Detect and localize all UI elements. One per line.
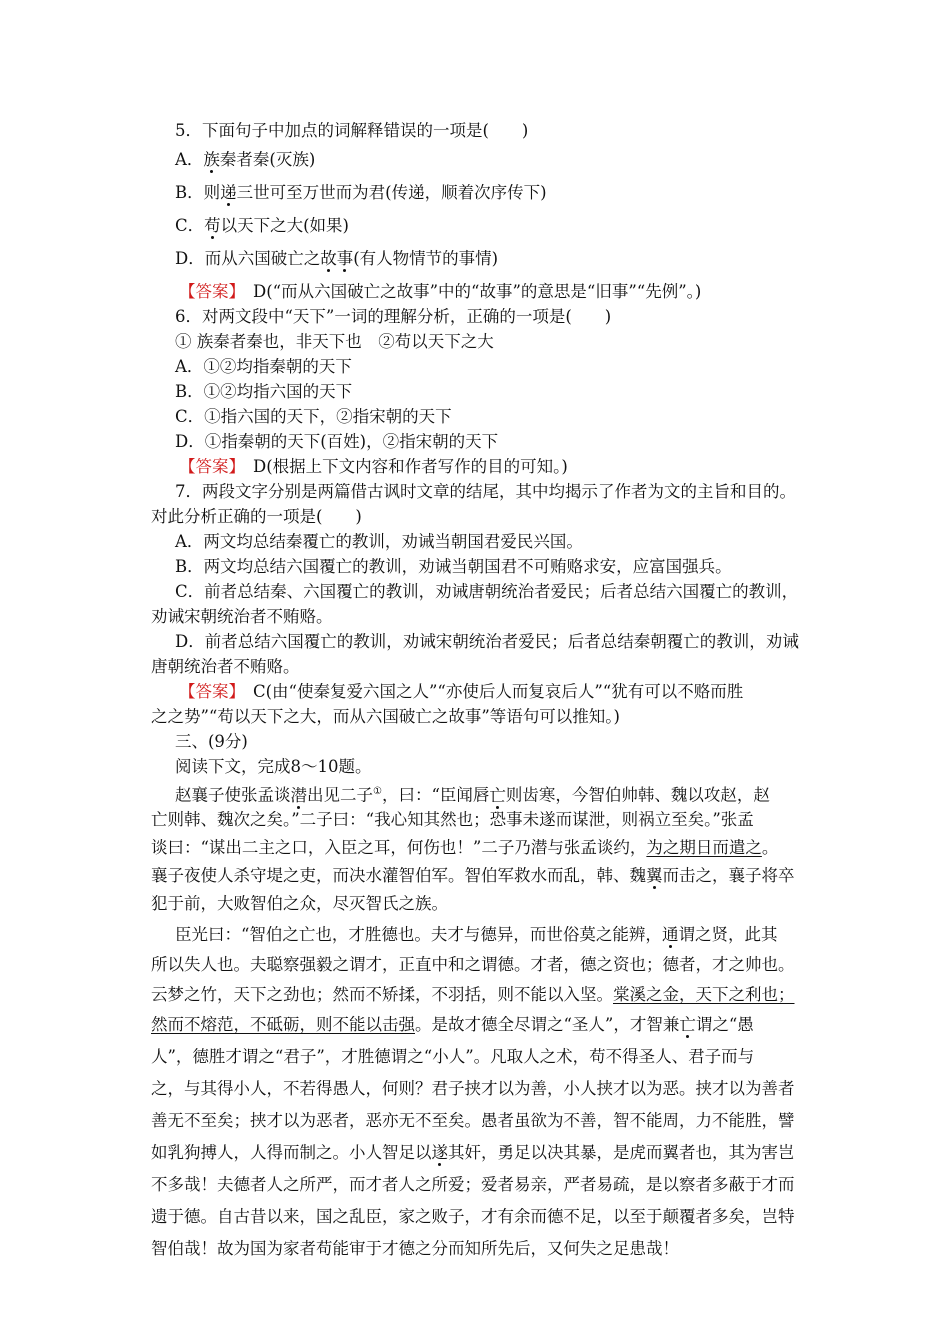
passage-line: 谈曰：“谋出二主之口，入臣之耳，何伤也！”二子乃潜与张孟谈约，为之期日而遣之。	[151, 838, 779, 857]
answer-label: 【答案】	[179, 682, 245, 701]
answer-text: C(由“使秦复爱六国之人”“亦使后人而复哀后人”“犹有可以不赂而胜	[253, 682, 744, 701]
q7-option-c-cont: 劝诫宋朝统治者不贿赂。	[151, 607, 333, 626]
passage-line: 然而不熔范，不砥砺，则不能以击强。是故才德全尽谓之“圣人”，才智兼亡谓之“愚	[151, 1015, 754, 1034]
q7-answer	[175, 679, 805, 704]
q5-option-a: A．族秦者秦(灭族)	[175, 150, 316, 169]
q7-option-d-cont: 唐朝统治者不贿赂。	[151, 657, 300, 676]
passage-line: 遗于德。自古昔以来，国之乱臣，家之败子，才有余而德不足，以至于颠覆者多矣，岂特	[151, 1207, 795, 1226]
exam-content	[151, 118, 805, 1261]
passage-line: 智伯哉！故为国为家者苟能审于才德之分而知所先后，又何失之足患哉！	[151, 1239, 679, 1258]
passage-line: 臣光曰：“智伯之亡也，才胜德也。夫才与德异，而世俗莫之能辨，通谓之贤，此其	[175, 925, 778, 944]
underlined-sentence: 棠溪之金，天下之利也；	[613, 985, 795, 1004]
emphasis-dot-char: 亡	[489, 785, 506, 805]
emphasis-dot-char: 潜	[290, 785, 307, 805]
passage-line: 亡则韩、魏次之矣。”二子曰：“我心知其然也；恐事未遂而谋泄，则祸立至矣。”张孟	[151, 810, 754, 829]
q7-stem-cont: 对此分析正确的一项是( )	[151, 507, 362, 526]
section-instruction: 阅读下文，完成8～10题。	[175, 757, 372, 776]
answer-label: 【答案】	[179, 282, 245, 301]
underlined-sentence: 为之期日而遣之	[646, 838, 762, 857]
answer-text: D(“而从六国破亡之故事”中的“故事”的意思是“旧事”“先例”。)	[253, 282, 702, 301]
q6-stem: 6．对两文段中“天下”一词的理解分析，正确的一项是( )	[175, 307, 612, 326]
q7-option-b: B．两文均总结六国覆亡的教训，劝诫当朝国君不可贿赂求安，应富国强兵。	[175, 557, 732, 576]
passage-line: 善无不至矣；挟才以为恶者，恶亦无不至矣。愚者虽欲为不善，智不能周，力不能胜，譬	[151, 1111, 795, 1130]
q5-option-b: B．则递三世可至万世而为君(传递，顺着次序传下)	[175, 183, 547, 202]
q5-option-c: C．苟以天下之大(如果)	[175, 216, 349, 235]
q7-option-c: C．前者总结秦、六国覆亡的教训，劝诫唐朝统治者爱民；后者总结六国覆亡的教训，	[175, 582, 799, 601]
q6-option-d: D．①指秦朝的天下(百姓)，②指宋朝的天下	[175, 432, 499, 451]
answer-text: D(根据上下文内容和作者写作的目的可知。)	[253, 457, 568, 476]
emphasis-dot-char: 故	[320, 249, 337, 268]
passage-line: 所以失人也。夫聪察强毅之谓才，正直中和之谓德。才者，德之资也；德者，才之帅也。	[151, 955, 795, 974]
passage-line: 云梦之竹，天下之劲也；然而不矫揉，不羽括，则不能以入坚。棠溪之金，天下之利也；	[151, 985, 795, 1004]
answer-label: 【答案】	[179, 457, 245, 476]
passage-line: 赵襄子使张孟谈潜出见二子①，曰：“臣闻唇亡则齿寒，今智伯帅韩、魏以攻赵，赵	[175, 785, 770, 805]
passage-line: 之，与其得小人，不若得愚人，何则？君子挟才以为善，小人挟才以为恶。挟才以为善者	[151, 1079, 795, 1098]
q6-quote: ① 族秦者秦也，非天下也 ②苟以天下之大	[175, 332, 494, 351]
q6-option-a: A．①②均指秦朝的天下	[175, 357, 352, 376]
passage-line: 人”，德胜才谓之“君子”，才胜德谓之“小人”。凡取人之术，苟不得圣人、君子而与	[151, 1047, 755, 1066]
passage-line: 襄子夜使人杀守堤之吏，而决水灌智伯军。智伯军救水而乱，韩、魏翼而击之，襄子将卒	[151, 866, 795, 885]
emphasis-dot-char: 事	[336, 249, 354, 268]
q7-answer-cont: 之之势”“苟以天下之大，而从六国破亡之故事”等语句可以推知。)	[151, 707, 620, 726]
emphasis-dot-char: 族	[203, 150, 220, 169]
emphasis-dot-char: 通	[661, 925, 679, 944]
q5-answer	[175, 279, 805, 304]
q5-stem: 5．下面句子中加点的词解释错误的一项是( )	[175, 121, 529, 140]
emphasis-dot-char: 翼	[646, 866, 663, 885]
passage-line: 犯于前，大败智伯之众，尽灭智氏之族。	[151, 894, 448, 913]
q5-option-d: D．而从六国破亡之故事(有人物情节的事情)	[175, 249, 499, 268]
emphasis-dot-char: 遂	[431, 1143, 448, 1162]
passage-line: 如乳狗搏人，人得而制之。小人智足以遂其奸，勇足以决其暴，是虎而翼者也，其为害岂	[151, 1143, 795, 1162]
q7-option-a: A．两文均总结秦覆亡的教训，劝诫当朝国君爱民兴国。	[175, 532, 583, 551]
emphasis-dot-char: 递	[220, 183, 237, 202]
section-heading: 三、(9分)	[175, 732, 248, 751]
q6-option-b: B．①②均指六国的天下	[175, 382, 353, 401]
underlined-sentence: 然而不熔范，不砥砺，则不能以击强	[151, 1015, 415, 1034]
q7-option-d: D．前者总结六国覆亡的教训，劝诫宋朝统治者爱民；后者总结秦朝覆亡的教训，劝诫	[175, 632, 799, 651]
q7-stem: 7．两段文字分别是两篇借古讽时文章的结尾，其中均揭示了作者为文的主旨和目的。	[175, 482, 796, 501]
footnote-marker: ①	[373, 786, 382, 797]
q6-option-c: C．①指六国的天下，②指宋朝的天下	[175, 407, 452, 426]
passage-line: 不多哉！夫德者人之所严，而才者人之所爱；爱者易亲，严者易疏，是以察者多蔽于才而	[151, 1175, 795, 1194]
q6-answer	[175, 454, 805, 479]
emphasis-dot-char: 苟	[204, 216, 221, 235]
emphasis-dot-char: 亡	[679, 1015, 696, 1034]
